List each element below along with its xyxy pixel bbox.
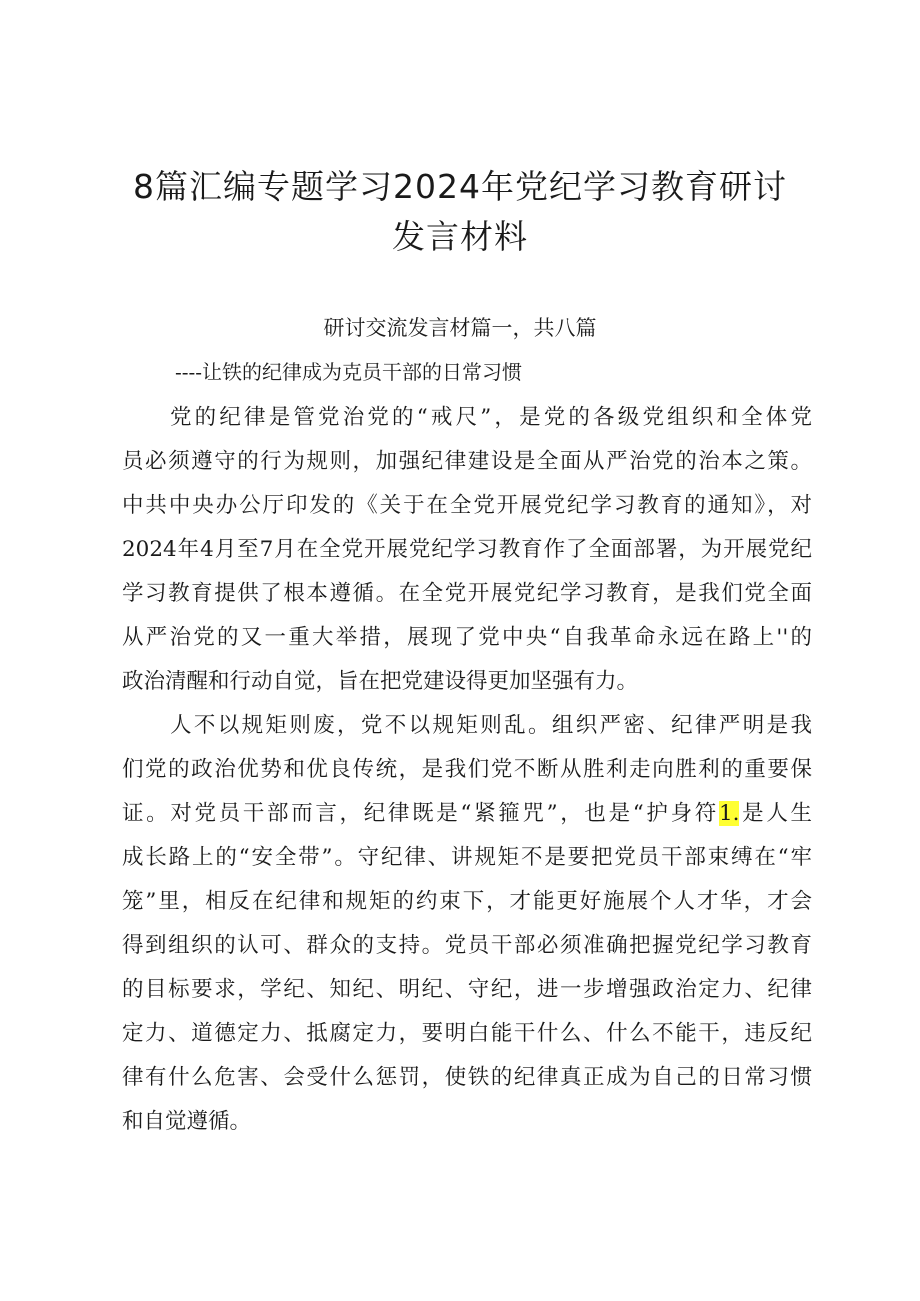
paragraph-line: 笼”里，相反在纪律和规矩的约束下，才能更好施展个人才华，才会	[122, 889, 812, 914]
paragraph-line: 从严治党的又一重大举措，展现了党中央“自我革命永远在路上''的	[122, 625, 812, 650]
paragraph-line: 的目标要求，学纪、知纪、明纪、守纪，进一步增强政治定力、纪律	[122, 977, 812, 1002]
paragraph-line: 2024年4月至7月在全党开展党纪学习教育作了全面部署，为开展党纪	[122, 537, 812, 562]
paragraph-line: 定力、道德定力、抵腐定力，要明白能干什么、什么不能干，违反纪	[122, 1021, 812, 1046]
paragraph-line: 学习教育提供了根本遵循。在全党开展党纪学习教育，是我们党全面	[122, 581, 812, 606]
highlighted-text: 1.	[718, 801, 740, 826]
paragraph-line: 人不以规矩则废，党不以规矩则乱。组织严密、纪律严明是我	[170, 713, 812, 738]
document-title-line-2: 发言材料	[392, 217, 528, 256]
paragraph-line: 党的纪律是管党治党的“戒尺”，是党的各级党组织和全体党	[170, 405, 812, 430]
paragraph-line-with-highlight	[122, 792, 812, 836]
paragraph-line: 成长路上的“安全带”。守纪律、讲规矩不是要把党员干部束缚在“牢	[122, 845, 812, 870]
paragraph-line: 和自觉遵循。	[122, 1109, 252, 1134]
section-subtitle: ----让铁的纪律成为克员干部的日常习惯	[175, 360, 523, 384]
section-heading: 研讨交流发言材篇一，共八篇	[323, 316, 597, 340]
paragraph-line: 中共中央办公厅印发的《关于在全党开展党纪学习教育的通知》，对	[122, 493, 812, 518]
paragraph-line: 政治清醒和行动自觉，旨在把党建设得更加坚强有力。	[122, 669, 639, 694]
paragraph-line: 们党的政治优势和优良传统，是我们党不断从胜利走向胜利的重要保	[122, 757, 812, 782]
paragraph-line: 律有什么危害、会受什么惩罚，使铁的纪律真正成为自己的日常习惯	[122, 1065, 812, 1090]
paragraph-line: 得到组织的认可、群众的支持。党员干部必须准确把握党纪学习教育	[122, 933, 812, 958]
highlight-line-after: 是人生	[739, 801, 812, 826]
document-title-line-1: 8篇汇编专题学习2024年党纪学习教育研讨	[133, 167, 787, 206]
paragraph-line: 员必须遵守的行为规则，加强纪律建设是全面从严治党的治本之策。	[122, 449, 812, 474]
highlight-line-before: 证。对党员干部而言，纪律既是“紧箍咒”，也是“护身符	[122, 801, 719, 826]
